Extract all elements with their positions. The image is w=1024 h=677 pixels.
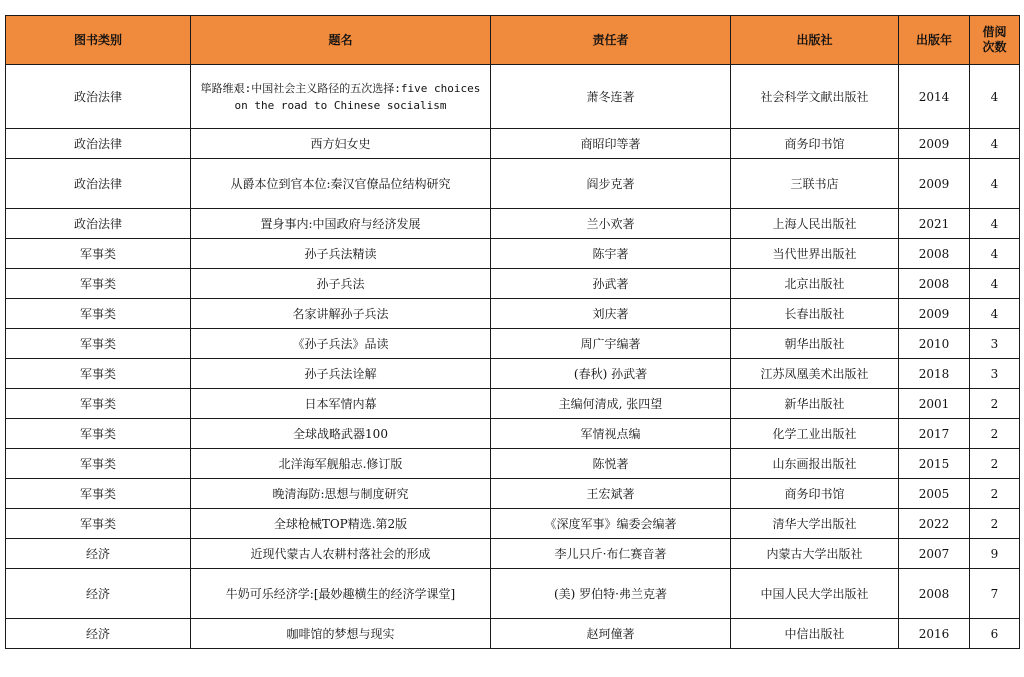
table-row [6,479,1020,509]
cell-category: 军事类 [6,269,191,299]
table-row [6,239,1020,269]
cell-count: 3 [970,329,1020,359]
cell-author: (春秋) 孙武著 [491,359,731,389]
cell-author: 刘庆著 [491,299,731,329]
table-row [6,329,1020,359]
cell-publisher: 山东画报出版社 [731,449,899,479]
cell-count: 4 [970,159,1020,209]
cell-title: 孙子兵法 [191,269,491,299]
table-row [6,619,1020,649]
cell-author: 阎步克著 [491,159,731,209]
cell-year: 2022 [899,509,970,539]
cell-category: 政治法律 [6,209,191,239]
cell-category: 军事类 [6,389,191,419]
table-row [6,159,1020,209]
book-borrow-table [5,15,1020,649]
cell-publisher: 社会科学文献出版社 [731,65,899,129]
cell-category: 经济 [6,539,191,569]
cell-year: 2010 [899,329,970,359]
cell-count: 3 [970,359,1020,389]
cell-count: 4 [970,65,1020,129]
table-row [6,269,1020,299]
cell-count: 4 [970,129,1020,159]
cell-year: 2009 [899,299,970,329]
cell-count: 7 [970,569,1020,619]
cell-publisher: 内蒙古大学出版社 [731,539,899,569]
cell-publisher: 清华大学出版社 [731,509,899,539]
cell-author: 《深度军事》编委会编著 [491,509,731,539]
header-borrow-line2: 次数 [982,40,1007,54]
cell-category: 政治法律 [6,129,191,159]
cell-year: 2009 [899,129,970,159]
cell-count: 2 [970,479,1020,509]
cell-publisher: 当代世界出版社 [731,239,899,269]
table-row [6,359,1020,389]
cell-category: 政治法律 [6,65,191,129]
cell-category: 军事类 [6,509,191,539]
header-author: 责任者 [491,16,731,65]
cell-category: 军事类 [6,419,191,449]
cell-category: 军事类 [6,299,191,329]
cell-author: 陈宇著 [491,239,731,269]
cell-author: 主编何清成, 张四望 [491,389,731,419]
header-year: 出版年 [899,16,970,65]
cell-count: 2 [970,419,1020,449]
cell-category: 军事类 [6,449,191,479]
cell-year: 2008 [899,239,970,269]
table-row [6,209,1020,239]
cell-publisher: 中国人民大学出版社 [731,569,899,619]
cell-year: 2014 [899,65,970,129]
cell-title: 近现代蒙古人农耕村落社会的形成 [191,539,491,569]
cell-count: 4 [970,239,1020,269]
cell-year: 2008 [899,269,970,299]
cell-author: 周广宇编著 [491,329,731,359]
cell-count: 9 [970,539,1020,569]
cell-category: 军事类 [6,479,191,509]
cell-title: 西方妇女史 [191,129,491,159]
cell-year: 2001 [899,389,970,419]
header-title: 题名 [191,16,491,65]
cell-author: 萧冬连著 [491,65,731,129]
cell-count: 6 [970,619,1020,649]
cell-title: 日本军情内幕 [191,389,491,419]
cell-publisher: 长春出版社 [731,299,899,329]
table-row [6,389,1020,419]
cell-author: 王宏斌著 [491,479,731,509]
table-row [6,419,1020,449]
cell-title: 全球战略武器100 [191,419,491,449]
table-row [6,569,1020,619]
table-row [6,509,1020,539]
table-row [6,449,1020,479]
cell-publisher: 化学工业出版社 [731,419,899,449]
cell-title: 北洋海军舰船志.修订版 [191,449,491,479]
header-borrow-line1: 借阅 [982,25,1007,39]
table-row [6,299,1020,329]
cell-publisher: 中信出版社 [731,619,899,649]
cell-author: 商昭印等著 [491,129,731,159]
cell-category: 经济 [6,569,191,619]
cell-title: 咖啡馆的梦想与现实 [191,619,491,649]
cell-author: 军情视点编 [491,419,731,449]
cell-author: 孙武著 [491,269,731,299]
cell-year: 2016 [899,619,970,649]
cell-author: 陈悦著 [491,449,731,479]
cell-title: 置身事内:中国政府与经济发展 [191,209,491,239]
cell-year: 2005 [899,479,970,509]
cell-title: 孙子兵法诠解 [191,359,491,389]
cell-title: 名家讲解孙子兵法 [191,299,491,329]
cell-author: 李儿只斤·布仁赛音著 [491,539,731,569]
cell-category: 经济 [6,619,191,649]
cell-publisher: 北京出版社 [731,269,899,299]
cell-count: 4 [970,269,1020,299]
cell-year: 2017 [899,419,970,449]
cell-title: 筚路维艰:中国社会主义路径的五次选择:five choices on the road to Chinese socialism [191,65,491,129]
cell-year: 2015 [899,449,970,479]
table-row [6,65,1020,129]
cell-category: 军事类 [6,239,191,269]
cell-title: 《孙子兵法》品读 [191,329,491,359]
cell-publisher: 江苏凤凰美术出版社 [731,359,899,389]
cell-count: 2 [970,389,1020,419]
cell-category: 军事类 [6,359,191,389]
cell-title: 从爵本位到官本位:秦汉官僚品位结构研究 [191,159,491,209]
table-row [6,129,1020,159]
cell-count: 2 [970,449,1020,479]
cell-publisher: 朝华出版社 [731,329,899,359]
cell-publisher: 新华出版社 [731,389,899,419]
header-publisher: 出版社 [731,16,899,65]
header-category: 图书类别 [6,16,191,65]
cell-year: 2008 [899,569,970,619]
cell-year: 2009 [899,159,970,209]
cell-title: 晚清海防:思想与制度研究 [191,479,491,509]
cell-publisher: 商务印书馆 [731,479,899,509]
cell-title: 全球枪械TOP精选.第2版 [191,509,491,539]
cell-publisher: 上海人民出版社 [731,209,899,239]
cell-title: 牛奶可乐经济学:[最妙趣横生的经济学课堂] [191,569,491,619]
cell-category: 政治法律 [6,159,191,209]
cell-publisher: 商务印书馆 [731,129,899,159]
cell-title: 孙子兵法精读 [191,239,491,269]
cell-author: 赵珂僮著 [491,619,731,649]
header-row [6,16,1020,65]
cell-author: (美) 罗伯特·弗兰克著 [491,569,731,619]
cell-year: 2018 [899,359,970,389]
table-row [6,539,1020,569]
cell-count: 4 [970,299,1020,329]
cell-year: 2021 [899,209,970,239]
cell-count: 4 [970,209,1020,239]
cell-publisher: 三联书店 [731,159,899,209]
cell-category: 军事类 [6,329,191,359]
cell-count: 2 [970,509,1020,539]
cell-year: 2007 [899,539,970,569]
header-borrow-count [970,16,1020,65]
cell-author: 兰小欢著 [491,209,731,239]
